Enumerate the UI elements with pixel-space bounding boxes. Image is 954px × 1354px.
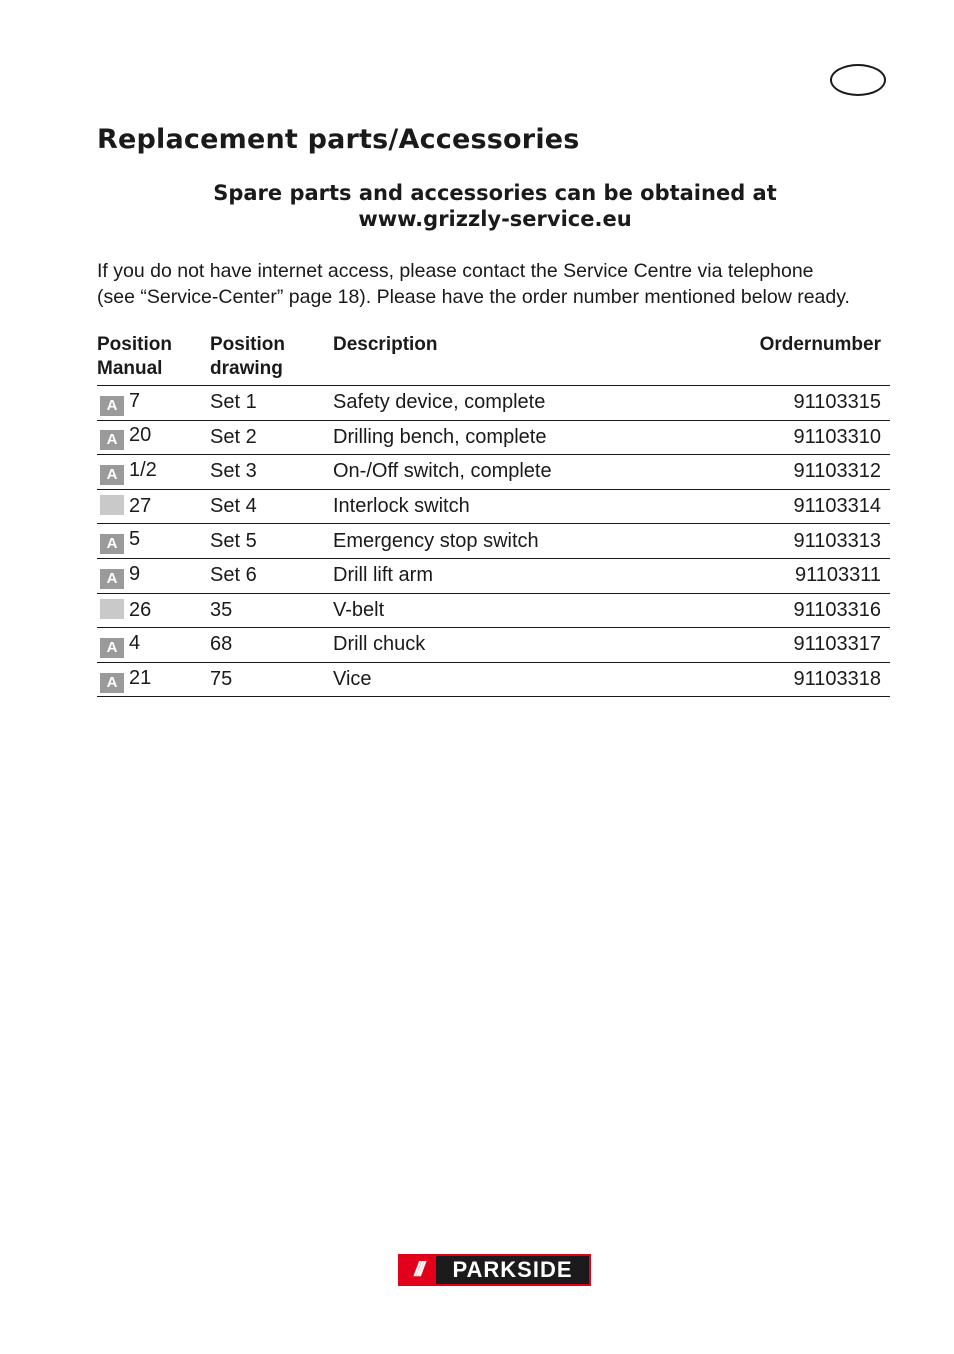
cell-position-drawing: Set 3	[210, 455, 333, 490]
intro-paragraph	[97, 258, 897, 310]
assembly-marker-icon: A	[100, 396, 124, 416]
assembly-marker-icon: A	[100, 569, 124, 589]
assembly-marker-icon: A	[100, 430, 124, 450]
cell-position-drawing: 68	[210, 628, 333, 663]
table-row	[97, 420, 890, 455]
intro-line: If you do not have internet access, please contact the Service Centre via telephone	[97, 260, 814, 282]
header-description: Description	[333, 333, 682, 386]
cell-ordernumber: 91103312	[682, 455, 890, 490]
intro-line: (see “Service-Center” page 18). Please have the order number mentioned below ready.	[97, 286, 850, 308]
position-manual-value: 21	[129, 666, 152, 689]
cell-position-drawing: Set 4	[210, 489, 333, 524]
language-badge	[830, 64, 886, 96]
assembly-marker-icon: A	[100, 465, 124, 485]
cell-position-manual	[97, 558, 210, 593]
cell-position-manual	[97, 420, 210, 455]
cell-position-manual	[97, 455, 210, 490]
cell-description: Safety device, complete	[333, 386, 682, 421]
cell-position-drawing: 75	[210, 662, 333, 697]
assembly-marker-icon: A	[100, 638, 124, 658]
logo-stripes-icon: ///	[400, 1256, 436, 1284]
table-row	[97, 489, 890, 524]
cell-position-manual	[97, 386, 210, 421]
position-manual-value: 27	[129, 495, 152, 518]
cell-ordernumber: 91103313	[682, 524, 890, 559]
cell-description: Drill lift arm	[333, 558, 682, 593]
parkside-logo	[398, 1254, 591, 1286]
table-row	[97, 524, 890, 559]
position-manual-value: 1/2	[129, 458, 157, 481]
cell-description: Drill chuck	[333, 628, 682, 663]
cell-position-manual	[97, 593, 210, 628]
cell-position-manual	[97, 662, 210, 697]
assembly-marker-icon	[100, 495, 124, 515]
header-position-manual: Position Manual	[97, 333, 210, 386]
assembly-marker-icon: A	[100, 673, 124, 693]
cell-position-drawing: Set 5	[210, 524, 333, 559]
cell-ordernumber: 91103316	[682, 593, 890, 628]
parts-table	[97, 333, 890, 697]
cell-position-drawing: Set 2	[210, 420, 333, 455]
assembly-marker-icon: A	[100, 534, 124, 554]
header-ordernumber: Ordernumber	[682, 333, 890, 386]
cell-position-manual	[97, 628, 210, 663]
logo-wordmark: PARKSIDE	[452, 1257, 573, 1282]
page-title: Replacement parts/Accessories	[97, 124, 580, 155]
cell-description: Emergency stop switch	[333, 524, 682, 559]
cell-position-manual	[97, 489, 210, 524]
position-manual-value: 4	[129, 631, 141, 654]
cell-description: V-belt	[333, 593, 682, 628]
assembly-marker-icon	[100, 599, 124, 619]
table-row	[97, 662, 890, 697]
cell-ordernumber: 91103317	[682, 628, 890, 663]
cell-ordernumber: 91103310	[682, 420, 890, 455]
table-header-row	[97, 333, 890, 386]
cell-position-drawing: Set 6	[210, 558, 333, 593]
position-manual-value: 20	[129, 424, 152, 447]
table-row	[97, 558, 890, 593]
header-position-drawing: Position drawing	[210, 333, 333, 386]
table-row	[97, 386, 890, 421]
cell-position-manual	[97, 524, 210, 559]
cell-ordernumber: 91103311	[682, 558, 890, 593]
parts-table-body	[97, 386, 890, 697]
table-row	[97, 455, 890, 490]
position-manual-value: 26	[129, 598, 152, 621]
cell-ordernumber: 91103315	[682, 386, 890, 421]
cell-description: Drilling bench, complete	[333, 420, 682, 455]
table-row	[97, 628, 890, 663]
table-row	[97, 593, 890, 628]
position-manual-value: 9	[129, 562, 141, 585]
cell-description: Vice	[333, 662, 682, 697]
position-manual-value: 5	[129, 528, 141, 551]
cell-description: Interlock switch	[333, 489, 682, 524]
cell-position-drawing: 35	[210, 593, 333, 628]
cell-ordernumber: 91103318	[682, 662, 890, 697]
service-notice-line: Spare parts and accessories can be obtained at	[213, 181, 777, 205]
service-url[interactable]: www.grizzly-service.eu	[358, 207, 632, 231]
cell-description: On-/Off switch, complete	[333, 455, 682, 490]
cell-ordernumber: 91103314	[682, 489, 890, 524]
cell-position-drawing: Set 1	[210, 386, 333, 421]
position-manual-value: 7	[129, 389, 141, 412]
service-notice	[97, 180, 893, 232]
